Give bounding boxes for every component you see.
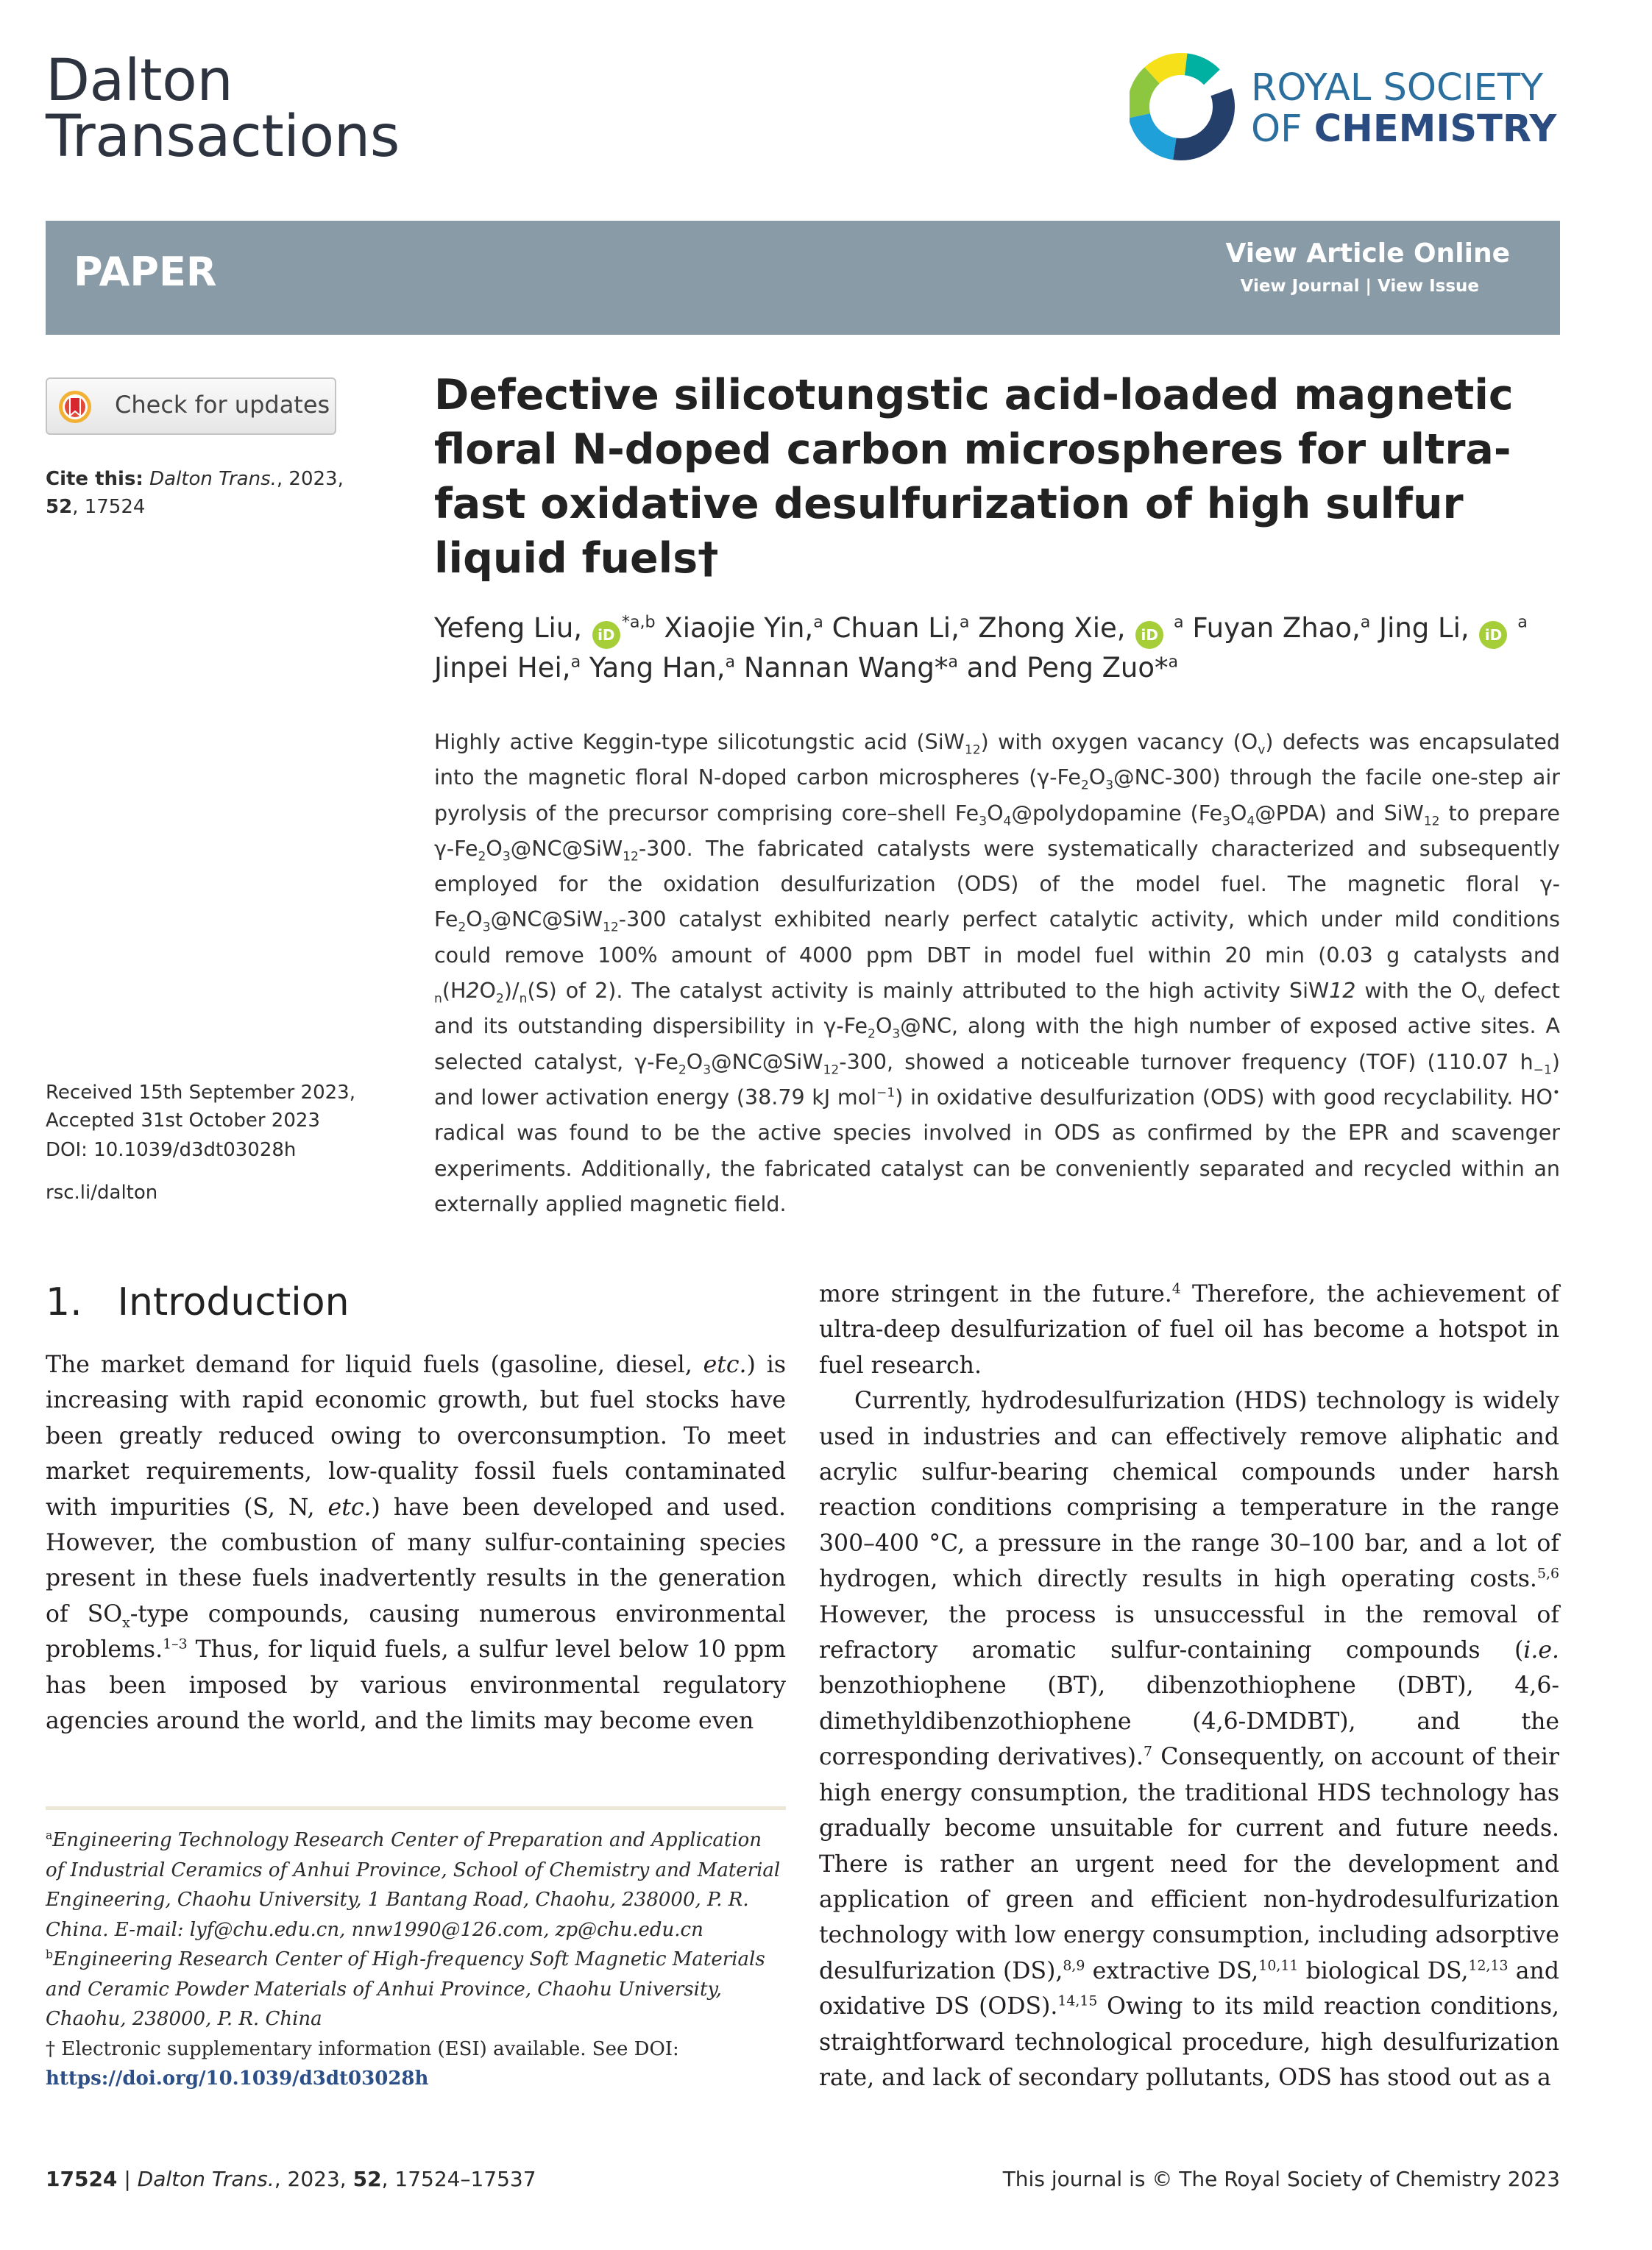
text-segment: Owing to its mild reaction conditions, straightforward technological procedure, high desulfurization rate, and lack of secondary pollutants, ODS has stood out as a (819, 1993, 1559, 2091)
page-number: 17524 (46, 2167, 118, 2191)
text-segment: -300 catalyst exhibited nearly perfect catalytic activity, which under mild conditions could remove 100% amount of 4000 ppm DBT in model fuel within 20 min (0.03 g catalysts and (434, 907, 1560, 968)
author-name: and Peng Zuo* (957, 652, 1169, 684)
text-segment: Currently, hydrodesulfurization (HDS) technology is widely used in industries and can effectively remove aliphatic and acrylic sulfur-bearing chemical compounds under harsh reaction conditions comprising a temperature in the range 300–400 °C, a pressure in the range 30–100 bar, and a lot of hydrogen, which directly results in high operating costs. (819, 1388, 1559, 1593)
reference-superscript[interactable]: 5,6 (1536, 1565, 1559, 1582)
text-segment: Thus, for liquid fuels, a sulfur level below 10 ppm has been imposed by various environmental regulatory agencies around the world, and the limits may become even (46, 1636, 786, 1735)
text-segment: O (479, 979, 496, 1004)
text-segment: -300. The fabricated catalysts were systematically characterized and subsequently employed for the oxidation desulfurization (ODS) of the model fuel. The magnetic floral γ-Fe (434, 836, 1560, 932)
reference-superscript[interactable]: 12,13 (1468, 1957, 1509, 1974)
subscript: 2 (458, 920, 467, 936)
text-segment: defect and its outstanding dispersibility in γ-Fe (434, 979, 1560, 1039)
intro-paragraph (819, 1277, 1559, 1383)
author-name: Zhong Xie, (969, 612, 1126, 644)
author-name: Xiaojie Yin, (655, 612, 814, 644)
footer-pages: , 17524–17537 (381, 2167, 536, 2191)
text-segment: @NC@SiW (510, 836, 623, 861)
text-segment: Consequently, on account of their high energy consumption, the traditional HDS technology has gradually become unsuitable for current and future needs. There is rather an urgent need for the development and application of green and efficient non-hydrodesulfurization technology with low energy consumption, including adsorptive desulfurization (DS), (819, 1744, 1559, 1984)
reference-superscript[interactable]: −1 (876, 1085, 896, 1101)
footer-volume: 52 (352, 2167, 382, 2191)
orcid-icon[interactable]: iD (1479, 621, 1507, 649)
footnote-affiliation-b (46, 1945, 786, 2034)
intro-paragraph (819, 1383, 1559, 2095)
subscript: 3 (502, 849, 511, 865)
text-segment: extractive DS, (1085, 1957, 1259, 1984)
text-segment: ) defects was encapsulated into the magnetic floral N-doped carbon microspheres (γ-Fe (434, 730, 1560, 790)
journal-title-line1: Dalton (46, 48, 233, 114)
author-affiliation: a (725, 652, 736, 672)
text-segment: O (486, 836, 503, 861)
doi[interactable]: DOI: 10.1039/d3dt03028h (46, 1139, 297, 1161)
footnote-text: Engineering Research Center of High-frequency Soft Magnetic Materials and Ceramic Powder Materials of Anhui Province, Chaohu University, Chaohu, 238000, P. R. China (46, 1948, 765, 2030)
cite-journal: Dalton Trans. (149, 468, 277, 490)
author-name: Nannan Wang* (735, 652, 949, 684)
author-name: Jinpei Hei, (434, 652, 571, 684)
footer-journal: Dalton Trans. (137, 2167, 274, 2191)
subscript: 12 (623, 849, 639, 865)
esi-text: † Electronic supplementary information (ESI) available. See DOI: (46, 2037, 679, 2060)
text-segment: ) have been developed and used. However, the combustion of many sulfur-containing species present in these fuels inadvertently results in the generation of SO (46, 1494, 787, 1628)
cite-pages: , 17524 (72, 496, 146, 518)
journal-title-line2: Transactions (46, 104, 400, 170)
text-segment: O (987, 801, 1004, 826)
article-title: Defective silicotungstic acid-loaded magnetic floral N-doped carbon microspheres for ultra-fast oxidative desulfurization of high sulfur liquid fuels† (434, 371, 1514, 583)
text-segment: ) in oxidative desulfurization (ODS) with good recyclability. HO (895, 1085, 1553, 1110)
cite-year: , 2023, (276, 468, 344, 490)
cite-label: Cite this: (46, 468, 143, 490)
cite-volume: 52 (46, 496, 73, 518)
footnote-affiliation-a (46, 1825, 786, 1945)
text-segment: radical was found to be the active species involved in ODS as confirmed by the EPR and scavenger experiments. Additionally, the fabricated catalyst can be conveniently separated and recycled within an externally applied magnetic field. (434, 1121, 1560, 1216)
text-segment: @NC-300) through the facile one-step air pyrolysis of the precursor comprising core–shell Fe (434, 765, 1560, 826)
esi-doi-link[interactable]: https://doi.org/10.1039/d3dt03028h (46, 2068, 429, 2090)
text-segment: Therefore, the achievement of ultra-deep desulfurization of fuel oil has become a hotspot in fuel research. (819, 1281, 1560, 1379)
subscript: v (1258, 742, 1266, 758)
author-affiliation: *a,b (621, 612, 656, 632)
text-segment: O (1230, 801, 1247, 826)
subscript: 3 (482, 920, 491, 936)
subscript: 3 (703, 1062, 712, 1078)
view-links (1241, 277, 1479, 296)
author-affiliation: a (813, 612, 823, 632)
subscript: 12 (603, 920, 619, 936)
view-links-separator: | (1365, 277, 1372, 296)
text-segment: and oxidative DS (ODS). (819, 1957, 1560, 2020)
article-type-banner (46, 221, 1560, 335)
author-name: Yefeng Liu, (434, 612, 583, 644)
text-segment: )/ (503, 979, 520, 1004)
subscript: n (434, 991, 442, 1007)
page-footer-left (46, 2167, 536, 2191)
italic-text: etc. (703, 1352, 747, 1378)
publisher-name (1251, 68, 1556, 150)
article-type-label: PAPER (74, 249, 217, 295)
reference-superscript[interactable]: • (1552, 1085, 1560, 1101)
text-segment: (H (442, 979, 467, 1004)
check-for-updates-label: Check for updates (115, 391, 330, 419)
italic-text: 2 (466, 979, 480, 1004)
subscript: v (1477, 991, 1486, 1007)
publication-dates (46, 1079, 384, 1207)
subscript: 2 (868, 1027, 876, 1043)
received-date: Received 15th September 2023, (46, 1082, 355, 1104)
footnote-mark: a (46, 1828, 53, 1842)
text-segment: -300, showed a noticeable turnover frequency (TOF) (110.07 h (839, 1049, 1534, 1074)
accepted-date: Accepted 31st October 2023 (46, 1110, 320, 1132)
intro-paragraph-left (46, 1347, 786, 1739)
text-segment: However, the process is unsuccessful in the removal of refractory aromatic sulfur-containing compounds ( (819, 1601, 1559, 1664)
section-number: 1. (46, 1280, 82, 1324)
copyright-notice: This journal is © The Royal Society of Chemistry 2023 (1002, 2167, 1560, 2191)
publisher-line1: ROYAL SOCIETY (1251, 66, 1544, 110)
orcid-icon[interactable]: iD (1135, 621, 1163, 649)
text-segment: to prepare γ-Fe (434, 801, 1560, 861)
text-segment: @polydopamine (Fe (1011, 801, 1223, 826)
subscript: −1 (1533, 1062, 1552, 1078)
text-segment: with the O (1355, 979, 1478, 1004)
intro-column-right (819, 1277, 1559, 2095)
footer-separator: | (117, 2167, 138, 2191)
author-list (434, 609, 1560, 687)
text-segment: (S) of 2). The catalyst activity is mainly attributed to the high activity SiW (527, 979, 1330, 1004)
abstract (434, 725, 1560, 1222)
bookmark-icon (57, 389, 93, 425)
text-segment: -type compounds, causing numerous environmental problems. (46, 1600, 786, 1664)
reference-superscript[interactable]: 8,9 (1063, 1957, 1085, 1974)
text-segment: @NC, along with the high number of exposed active sites. A selected catalyst, γ-Fe (434, 1014, 1560, 1074)
reference-superscript[interactable]: 10,11 (1258, 1957, 1299, 1974)
text-segment: Highly active Keggin-type silicotungstic acid (SiW (434, 730, 965, 754)
subscript: 2 (678, 1062, 687, 1078)
author-affiliation: a (570, 652, 581, 672)
italic-text: etc. (327, 1494, 372, 1521)
subscript: 4 (1247, 814, 1255, 829)
text-segment: The market demand for liquid fuels (gasoline, diesel, (46, 1352, 703, 1378)
view-article-online-link[interactable]: View Article Online (1225, 238, 1510, 269)
author-name: Chuan Li, (823, 612, 960, 644)
orcid-icon[interactable]: iD (592, 621, 620, 649)
subscript: 3 (1105, 778, 1114, 793)
footnote-divider (46, 1806, 786, 1810)
text-segment: O (1088, 765, 1106, 790)
text-segment: O (875, 1014, 893, 1039)
footnotes (46, 1825, 786, 2094)
journal-title[interactable] (46, 48, 400, 170)
text-segment: biological DS, (1298, 1957, 1469, 1984)
view-journal-link[interactable]: View Journal (1240, 277, 1360, 296)
subscript: 4 (1003, 814, 1012, 829)
publisher-line2 (1251, 109, 1556, 150)
author-affiliation: a (1168, 652, 1179, 672)
footer-year: , 2023, (274, 2167, 353, 2191)
subscript: 3 (979, 814, 988, 829)
reference-superscript[interactable]: 4 (1171, 1280, 1181, 1297)
publisher-line2-prefix: OF (1251, 107, 1314, 151)
text-segment: ) is increasing with rapid economic growth, but fuel stocks have been greatly reduced owing to overconsumption. To meet market requirements, low-quality fossil fuels contaminated with impurities (S, N, (46, 1352, 786, 1521)
section-title: Introduction (117, 1280, 350, 1324)
subscript: 12 (1423, 814, 1440, 829)
footnote-text: Engineering Technology Research Center of Preparation and Application of Industrial Ceramics of Anhui Province, School of Chemistry and Material Engineering, Chaohu University, 1 Bantang Road, Chaohu, 238000, P. R. China. E-mail: lyf@chu.edu.cn, nnw1990@126.com, zp@chu.edu.cn (46, 1829, 781, 1941)
subscript: 12 (823, 1062, 840, 1078)
subscript: 2 (478, 849, 486, 865)
author-affiliation: a (1174, 612, 1184, 632)
author-affiliation: a (1517, 612, 1528, 632)
subscript: x (122, 1614, 130, 1631)
text-segment: @NC@SiW (711, 1049, 823, 1074)
subscript: 3 (892, 1027, 901, 1043)
journal-url[interactable]: rsc.li/dalton (46, 1182, 158, 1204)
author-affiliation: a (948, 652, 958, 672)
author-affiliation: a (959, 612, 970, 632)
citation-info (46, 465, 377, 521)
author-name: Fuyan Zhao, (1183, 612, 1361, 644)
section-heading-introduction (46, 1280, 350, 1324)
subscript: 12 (964, 742, 981, 758)
view-issue-link[interactable]: View Issue (1377, 277, 1479, 296)
italic-text: i.e. (1523, 1637, 1559, 1664)
footnote-esi (46, 2034, 786, 2094)
text-segment: O (466, 907, 483, 932)
text-segment: ) and lower activation energy (38.79 kJ mol (434, 1049, 1560, 1110)
subscript: 2 (1080, 778, 1089, 793)
text-segment: @NC@SiW (490, 907, 603, 932)
reference-superscript[interactable]: 7 (1144, 1743, 1153, 1760)
reference-superscript[interactable]: 1–3 (163, 1636, 188, 1653)
subscript: n (519, 991, 528, 1007)
check-for-updates-button[interactable] (46, 377, 336, 435)
text-segment: @PDA) and SiW (1255, 801, 1424, 826)
subscript: 3 (1222, 814, 1230, 829)
publisher-line2-bold: CHEMISTRY (1314, 107, 1557, 151)
author-affiliation: a (1360, 612, 1371, 632)
text-segment: benzothiophene (BT), dibenzothiophene (DBT), 4,6-dimethyldibenzothiophene (4,6-DMDBT), and the corresponding derivatives). (819, 1672, 1559, 1771)
text-segment: O (686, 1049, 703, 1074)
footnote-mark: b (46, 1948, 53, 1962)
text-segment: more stringent in the future. (819, 1281, 1172, 1307)
author-name: Yang Han, (581, 652, 726, 684)
author-name: Jing Li, (1370, 612, 1470, 644)
subscript: 2 (495, 991, 504, 1007)
italic-text: 12 (1329, 979, 1356, 1004)
text-segment: ) with oxygen vacancy (O (980, 730, 1258, 754)
reference-superscript[interactable]: 14,15 (1057, 1992, 1098, 2009)
